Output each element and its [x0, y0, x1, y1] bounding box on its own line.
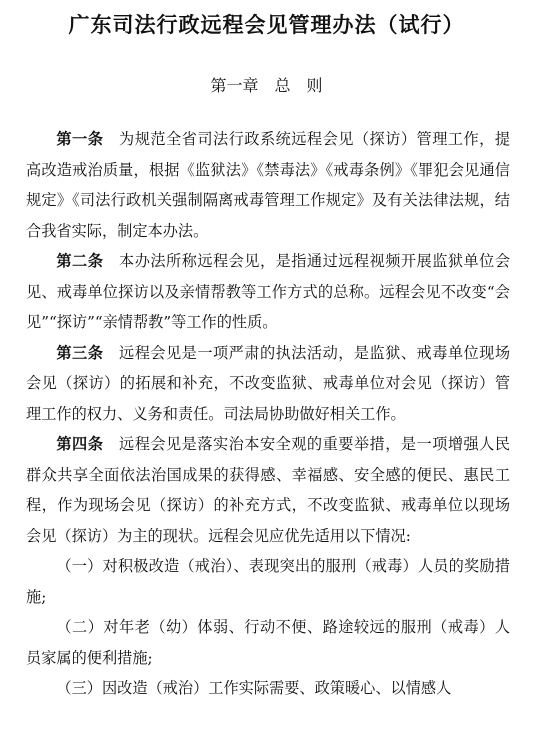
- article-paragraph: [26, 429, 510, 551]
- list-item: （三）因改造（戒治）工作实际需要、政策暖心、以情感人: [56, 679, 452, 697]
- article-text: 本办法所称远程会见，是指通过远程视频开展监狱单位会见、戒毒单位探访以及亲情帮教等工作方式的总称。远程会见不改变“会见”“探访”“亲情帮教”等工作的性质。: [26, 252, 511, 331]
- article-text: 远程会见是落实治本安全观的重要举措，是一项增强人民群众共享全面依法治国成果的获得感、幸福感、安全感的便民、惠民工程，作为现场会见（探访）的补充方式，不改变监狱、戒毒单位以现场会见（探访）为主的现状。远程会见应优先适用以下情况:: [26, 435, 511, 545]
- article-label: 第三条: [56, 343, 104, 362]
- article-label: 第四条: [56, 435, 104, 453]
- article-paragraph: [26, 338, 510, 430]
- document-title: 广东司法行政远程会见管理办法（试行）: [68, 13, 465, 37]
- chapter-title: 第一章 总 则: [210, 76, 323, 95]
- article-paragraph: [26, 246, 510, 338]
- document-body: [26, 124, 510, 704]
- article-paragraph: [26, 124, 510, 246]
- list-item: （一）对积极改造（戒治）、表现突出的服刑（戒毒）人员的奖励措施;: [26, 557, 510, 606]
- list-item: （二）对年老（幼）体弱、行动不便、路途较远的服刑（戒毒）人员家属的便利措施;: [26, 618, 510, 667]
- article-text: 远程会见是一项严肃的执法活动，是监狱、戒毒单位现场会见（探访）的拓展和补充，不改变监狱、戒毒单位对会见（探访）管理工作的权力、义务和责任。司法局协助做好相关工作。: [26, 343, 511, 423]
- article-label: 第一条: [56, 130, 104, 148]
- article-text: 为规范全省司法行政系统远程会见（探访）管理工作，提高改造戒治质量，根据《监狱法》《禁毒法》《戒毒条例》《罪犯会见通信规定》《司法行政机关强制隔离戒毒管理工作规定》及有关法律法规，结合我省实际，制定本办法。: [26, 130, 511, 240]
- article-label: 第二条: [56, 252, 104, 270]
